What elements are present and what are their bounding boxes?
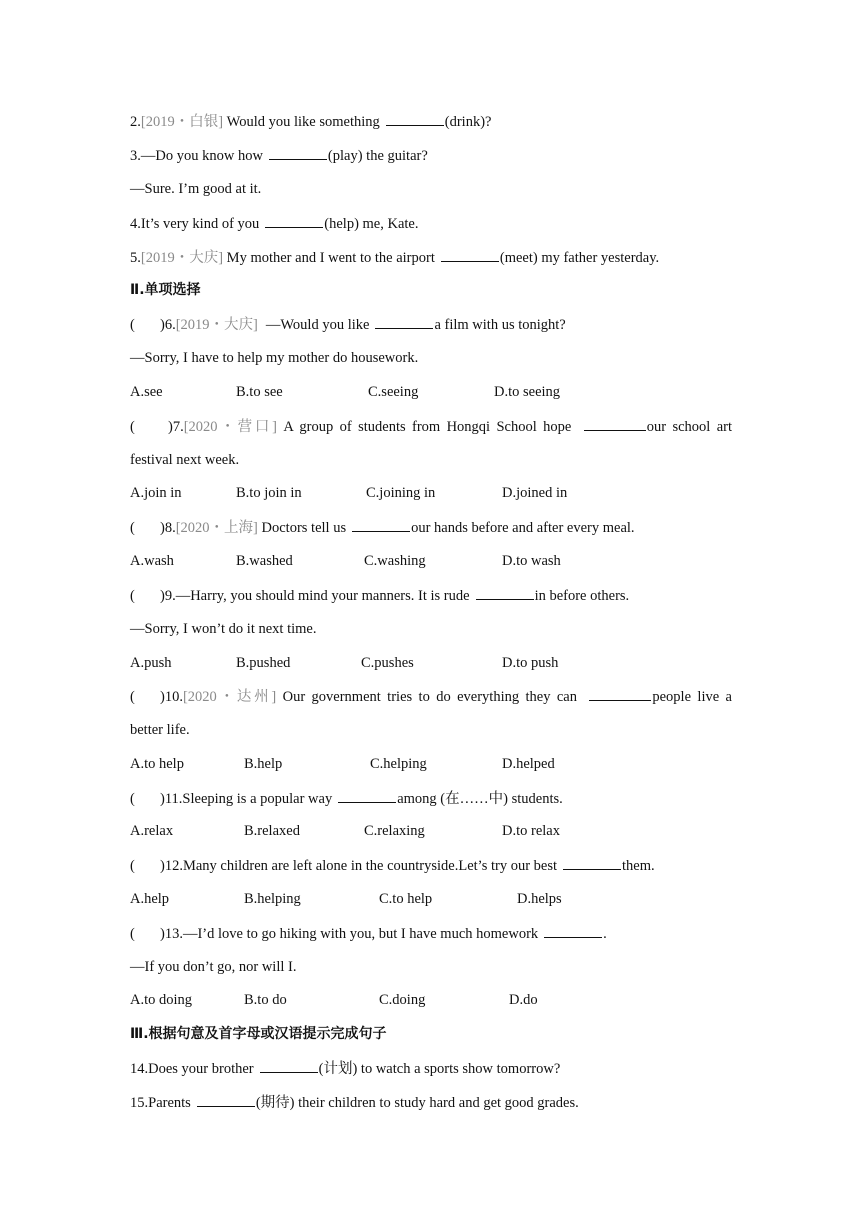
question-8: ( )8.[2020・上海] Doctors tell us our hands before and after every meal.: [130, 517, 732, 538]
answer-paren[interactable]: (: [130, 791, 135, 807]
option-d[interactable]: D.helps: [517, 891, 562, 907]
option-d[interactable]: D.do: [509, 992, 538, 1008]
answer-paren[interactable]: (: [130, 926, 135, 942]
question-2: 2.[2019・白银] Would you like something (drink)?: [130, 111, 732, 132]
option-b[interactable]: B.pushed: [236, 655, 291, 671]
answer-paren[interactable]: (: [130, 317, 135, 333]
option-d[interactable]: D.to push: [502, 655, 559, 671]
option-d[interactable]: D.joined in: [502, 485, 568, 501]
question-4: 4.It’s very kind of you (help) me, Kate.: [130, 213, 732, 234]
answer-blank[interactable]: [589, 686, 651, 701]
question-6-reply: —Sorry, I have to help my mother do housework.: [130, 350, 419, 366]
option-a[interactable]: A.wash: [130, 553, 174, 569]
option-a[interactable]: A.to help: [130, 756, 184, 772]
option-a[interactable]: A.relax: [130, 823, 174, 839]
question-10-cont: better life.: [130, 722, 190, 738]
option-c[interactable]: C.pushes: [361, 655, 414, 671]
question-number: 2.: [130, 114, 141, 130]
answer-blank[interactable]: [265, 213, 323, 228]
answer-paren[interactable]: (: [130, 419, 135, 435]
option-a[interactable]: A.join in: [130, 485, 182, 501]
answer-blank[interactable]: [338, 788, 396, 803]
question-source: [2019・大庆]: [175, 317, 258, 333]
section-heading-3: Ⅲ.根据句意及首字母或汉语提示完成句子: [130, 1026, 387, 1042]
answer-paren[interactable]: (: [130, 520, 135, 536]
option-c[interactable]: C.joining in: [366, 485, 436, 501]
question-12: ( )12.Many children are left alone in the countryside.Let’s try our best them.: [130, 855, 732, 876]
question-14: 14.Does your brother (计划) to watch a sports show tomorrow?: [130, 1058, 732, 1079]
question-3: 3.—Do you know how (play) the guitar?: [130, 145, 732, 166]
answer-blank[interactable]: [386, 111, 444, 126]
answer-blank[interactable]: [544, 923, 602, 938]
question-7-cont: festival next week.: [130, 452, 240, 468]
option-c[interactable]: C.washing: [364, 553, 426, 569]
option-d[interactable]: D.to relax: [502, 823, 560, 839]
option-d[interactable]: D.helped: [502, 756, 555, 772]
question-9-reply: —Sorry, I won’t do it next time.: [130, 621, 317, 637]
section-heading-2: Ⅱ.单项选择: [130, 282, 201, 298]
question-13: ( )13.—I’d love to go hiking with you, but I have much homework .: [130, 923, 732, 944]
option-c[interactable]: C.doing: [379, 992, 426, 1008]
answer-blank[interactable]: [269, 145, 327, 160]
option-d[interactable]: D.to wash: [502, 553, 561, 569]
question-3-reply: —Sure. I’m good at it.: [130, 181, 262, 197]
question-source: [2020・达州]: [182, 689, 277, 705]
answer-blank[interactable]: [441, 247, 499, 262]
question-7: ( )7.[2020・营口] A group of students from Hongqi School hope our school art: [130, 416, 732, 437]
question-9: ( )9.—Harry, you should mind your manners. It is rude in before others.: [130, 585, 732, 606]
option-b[interactable]: B.to join in: [236, 485, 302, 501]
question-5: 5.[2019・大庆] My mother and I went to the airport (meet) my father yesterday.: [130, 247, 732, 268]
option-d[interactable]: D.to seeing: [494, 384, 561, 400]
answer-paren[interactable]: (: [130, 689, 135, 705]
question-source: [2019・大庆]: [140, 250, 224, 266]
option-b[interactable]: B.to do: [244, 992, 287, 1008]
answer-blank[interactable]: [375, 314, 433, 329]
option-a[interactable]: A.to doing: [130, 992, 193, 1008]
answer-paren[interactable]: (: [130, 858, 135, 874]
option-c[interactable]: C.helping: [370, 756, 427, 772]
answer-blank[interactable]: [476, 585, 534, 600]
answer-blank[interactable]: [563, 855, 621, 870]
answer-blank[interactable]: [584, 416, 646, 431]
option-b[interactable]: B.relaxed: [244, 823, 300, 839]
question-10: ( )10.[2020・达州] Our government tries to do everything they can people live a: [130, 686, 732, 707]
question-source: [2019・白银]: [140, 114, 224, 130]
question-source: [2020・营口]: [183, 419, 277, 435]
option-a[interactable]: A.help: [130, 891, 170, 907]
option-b[interactable]: B.helping: [244, 891, 301, 907]
question-source: [2020・上海]: [175, 520, 258, 536]
option-a[interactable]: A.see: [130, 384, 163, 400]
question-6: ( )6.[2019・大庆] —Would you like a film with us tonight?: [130, 314, 732, 335]
question-15: 15.Parents (期待) their children to study hard and get good grades.: [130, 1092, 732, 1113]
option-a[interactable]: A.push: [130, 655, 172, 671]
answer-paren[interactable]: (: [130, 588, 135, 604]
question-11: ( )11.Sleeping is a popular way among (在……中) students.: [130, 788, 732, 809]
answer-blank[interactable]: [352, 517, 410, 532]
answer-blank[interactable]: [197, 1092, 255, 1107]
option-b[interactable]: B.washed: [236, 553, 293, 569]
option-c[interactable]: C.relaxing: [364, 823, 425, 839]
question-13-reply: —If you don’t go, nor will I.: [130, 959, 297, 975]
option-c[interactable]: C.to help: [379, 891, 433, 907]
answer-blank[interactable]: [260, 1058, 318, 1073]
option-c[interactable]: C.seeing: [368, 384, 419, 400]
option-b[interactable]: B.to see: [236, 384, 283, 400]
option-b[interactable]: B.help: [244, 756, 283, 772]
